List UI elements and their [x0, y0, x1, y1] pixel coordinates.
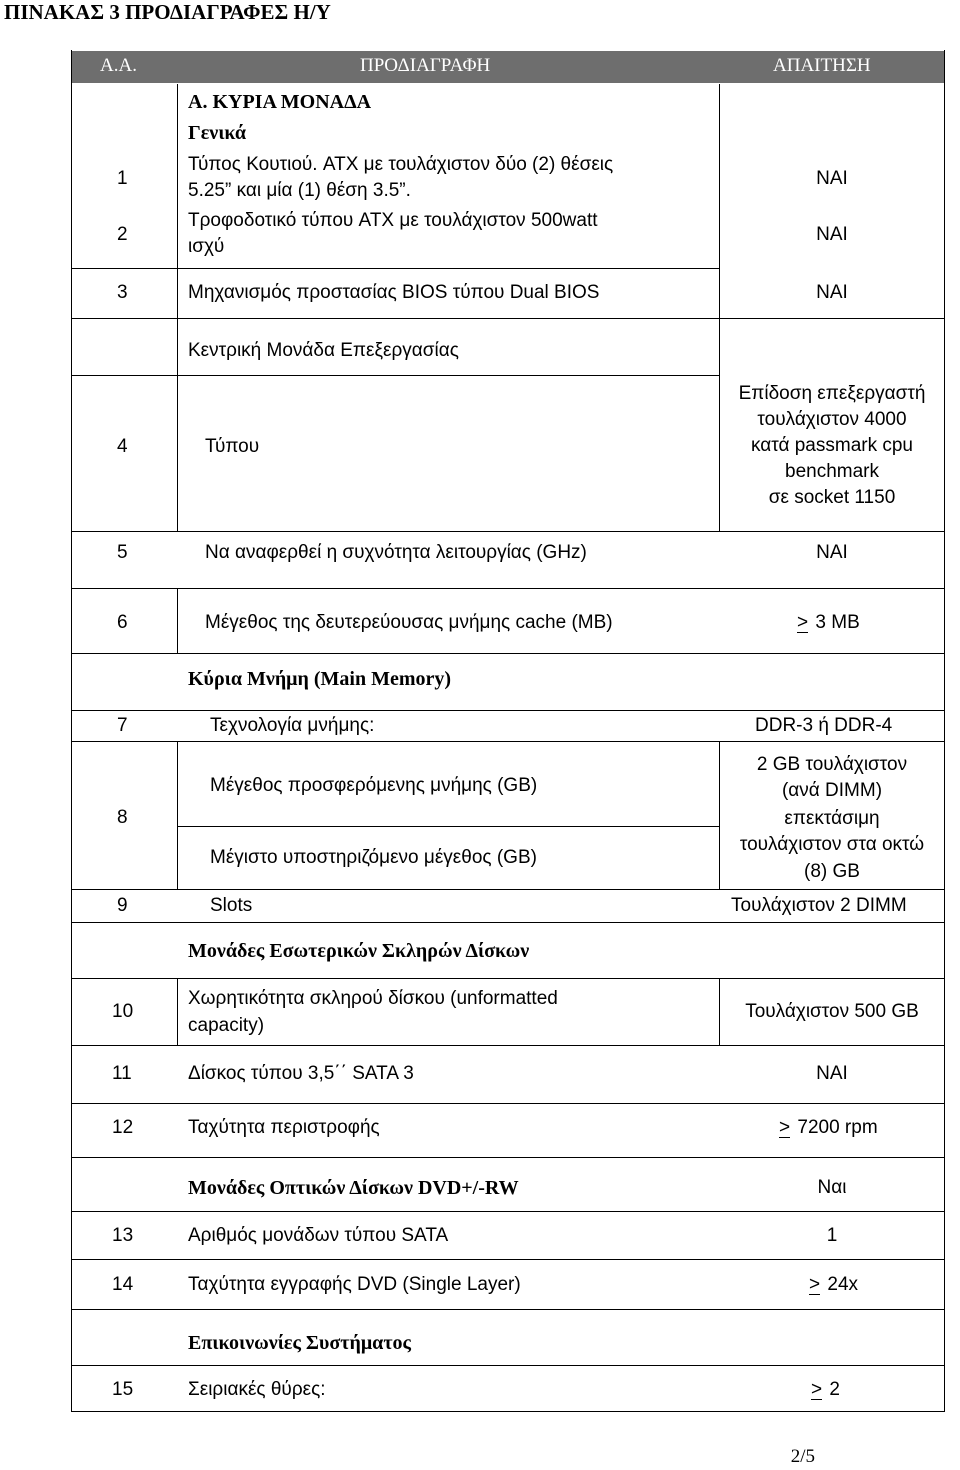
table-header	[72, 51, 944, 83]
row-8-req-line3: επεκτάσιμη	[784, 808, 880, 829]
row-14-number: 14	[112, 1274, 134, 1295]
row-1-spec-line2: 5.25” και μία (1) θέση 3.5”.	[188, 180, 411, 201]
row-13-number: 13	[112, 1225, 134, 1246]
row-12-number: 12	[112, 1117, 134, 1138]
row-8-req-line2: (ανά DIMM)	[781, 780, 883, 801]
row-15-spec: Σειριακές θύρες:	[188, 1379, 326, 1400]
row-14-requirement	[807, 1272, 858, 1298]
section-cpu: Κεντρική Μονάδα Επεξεργασίας	[188, 340, 459, 361]
section-optical: Μονάδες Οπτικών Δίσκων DVD+/-RW	[188, 1177, 519, 1199]
row-8-req-line5: (8) GB	[804, 861, 860, 882]
row-7-number: 7	[117, 715, 128, 736]
row-13-requirement: 1	[826, 1225, 838, 1246]
row-3-requirement: ΝΑΙ	[816, 282, 848, 303]
row-4-req-line2: τουλάχιστον 4000	[757, 409, 907, 430]
row-8-spec-size: Μέγεθος προσφερόμενης μνήμης (GB)	[210, 775, 538, 796]
row-15-requirement	[809, 1377, 840, 1403]
row-11-spec: Δίσκος τύπου 3,5΄΄ SATA 3	[188, 1063, 414, 1084]
row-3-number: 3	[117, 282, 128, 303]
row-8-req-line1: 2 GB τουλάχιστον	[756, 754, 908, 775]
row-12-requirement	[777, 1115, 878, 1141]
row-10-spec-line2: capacity)	[188, 1015, 265, 1036]
row-2-spec-line2: ισχύ	[188, 236, 225, 257]
row-5-number: 5	[117, 542, 128, 563]
section-communications: Επικοινωνίες Συστήματος	[188, 1332, 411, 1354]
page-number: 2/5	[790, 1446, 815, 1467]
row-2-spec-line1: Τροφοδοτικό τύπου ATX με τουλάχιστον 500watt	[188, 210, 598, 231]
row-9-requirement: Τουλάχιστον 2 DIMM	[731, 895, 907, 916]
row-11-number: 11	[112, 1063, 132, 1084]
section-main-unit: Α. ΚΥΡΙΑ ΜΟΝΑΔΑ	[188, 91, 372, 113]
row-7-spec: Τεχνολογία μνήμης:	[210, 715, 375, 736]
row-4-number: 4	[117, 436, 128, 457]
row-8-req-line4: τουλάχιστον στα οκτώ	[739, 834, 925, 855]
row-15-requirement-value: 2	[829, 1379, 840, 1400]
row-12-spec: Ταχύτητα περιστροφής	[188, 1117, 380, 1138]
row-8-spec-max: Μέγιστο υποστηριζόμενο μέγεθος (GB)	[210, 847, 537, 868]
section-main-memory: Κύρια Μνήμη (Main Memory)	[188, 668, 452, 690]
row-6-spec: Μέγεθος της δευτερεύουσας μνήμης cache (MB)	[205, 612, 613, 633]
geq-symbol: >	[807, 1272, 822, 1298]
row-11-requirement: ΝΑΙ	[816, 1063, 848, 1084]
row-14-requirement-value: 24x	[827, 1274, 859, 1295]
header-spec: ΠΡΟΔΙΑΓΡΑΦΗ	[360, 55, 491, 76]
row-12-requirement-value: 7200 rpm	[797, 1117, 878, 1138]
header-req: ΑΠΑΙΤΗΣΗ	[773, 55, 871, 76]
row-10-requirement: Τουλάχιστον 500 GB	[745, 1001, 919, 1022]
geq-symbol: >	[777, 1115, 792, 1141]
row-5-spec: Να αναφερθεί η συχνότητα λειτουργίας (GHz)	[205, 542, 587, 563]
row-7-requirement: DDR-3 ή DDR-4	[755, 715, 893, 736]
row-4-req-line3: κατά passmark cpu	[750, 435, 914, 456]
row-3-spec: Μηχανισμός προστασίας BIOS τύπου Dual BIOS	[188, 282, 600, 303]
header-aa: Α.Α.	[100, 55, 137, 76]
row-6-requirement	[795, 610, 860, 636]
row-5-requirement: ΝΑΙ	[816, 542, 848, 563]
row-2-requirement: ΝΑΙ	[816, 224, 848, 245]
row-6-requirement-value: 3 MB	[815, 612, 860, 633]
geq-symbol: >	[809, 1377, 824, 1403]
geq-symbol: >	[795, 610, 810, 636]
row-4-spec: Τύπου	[205, 436, 260, 457]
row-6-number: 6	[117, 612, 128, 633]
section-general: Γενικά	[188, 122, 247, 144]
row-4-req-line1: Επίδοση επεξεργαστή	[738, 383, 926, 404]
row-1-requirement: ΝΑΙ	[816, 168, 848, 189]
section-optical-requirement: Ναι	[817, 1177, 847, 1198]
row-13-spec: Αριθμός μονάδων τύπου SATA	[188, 1225, 449, 1246]
row-9-number: 9	[117, 895, 128, 916]
row-15-number: 15	[112, 1379, 134, 1400]
row-4-req-line5: σε socket 1150	[768, 487, 896, 508]
row-8-number: 8	[117, 807, 128, 828]
row-1-number: 1	[117, 168, 128, 189]
page-title: ΠΙΝΑΚΑΣ 3 ΠΡΟΔΙΑΓΡΑΦΕΣ Η/Υ	[4, 0, 331, 24]
row-1-spec-line1: Τύπος Κουτιού. ATX με τουλάχιστον δύο (2) θέσεις	[188, 154, 614, 175]
row-10-spec-line1: Χωρητικότητα σκληρού δίσκου (unformatted	[188, 988, 558, 1009]
section-hdd: Μονάδες Εσωτερικών Σκληρών Δίσκων	[188, 940, 530, 962]
row-4-req-line4: benchmark	[785, 461, 879, 482]
row-9-spec: Slots	[210, 895, 253, 916]
row-2-number: 2	[117, 224, 128, 245]
row-10-number: 10	[112, 1001, 134, 1022]
row-14-spec: Ταχύτητα εγγραφής DVD (Single Layer)	[188, 1274, 521, 1295]
